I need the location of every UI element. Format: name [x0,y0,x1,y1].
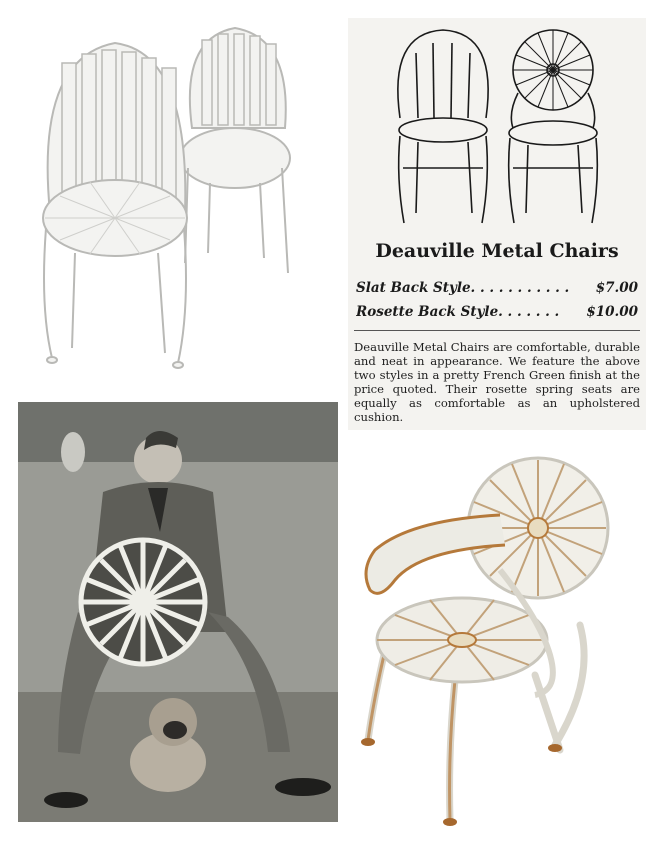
swan [61,432,85,472]
photo-man-with-rosette-chair-and-pug [18,402,338,822]
ad-body-text: Deauville Metal Chairs are comfortable, durable and neat in appearance. We feature the above two styles in a pretty French Green finish at the price quoted. Their rosette spring seats are equally as comfortable as an upholstered cushion. [354,340,640,424]
divider-rule [354,330,640,331]
newspaper-advertisement [348,18,646,430]
price-label: Slat Back Style [356,280,471,296]
rear-chair [180,28,290,273]
photo-white-slat-chairs [30,18,330,373]
price-leader: . . . . . . . . . . . [470,280,570,296]
price-leader: . . . . . . . [498,304,560,320]
photo-rusty-rosette-armchair [350,450,640,830]
price-value: $10.00 [583,304,638,320]
rosette-seat [377,598,547,682]
price-value: $7.00 [593,280,638,296]
price-label: Rosette Back Style [356,304,499,320]
price-row-rosette [356,304,638,320]
ad-title: Deauville Metal Chairs [375,240,619,262]
chair-line-drawings [348,18,646,233]
front-chair [43,43,187,368]
price-row-slat [356,280,638,296]
rosette-chair-back [81,540,205,664]
